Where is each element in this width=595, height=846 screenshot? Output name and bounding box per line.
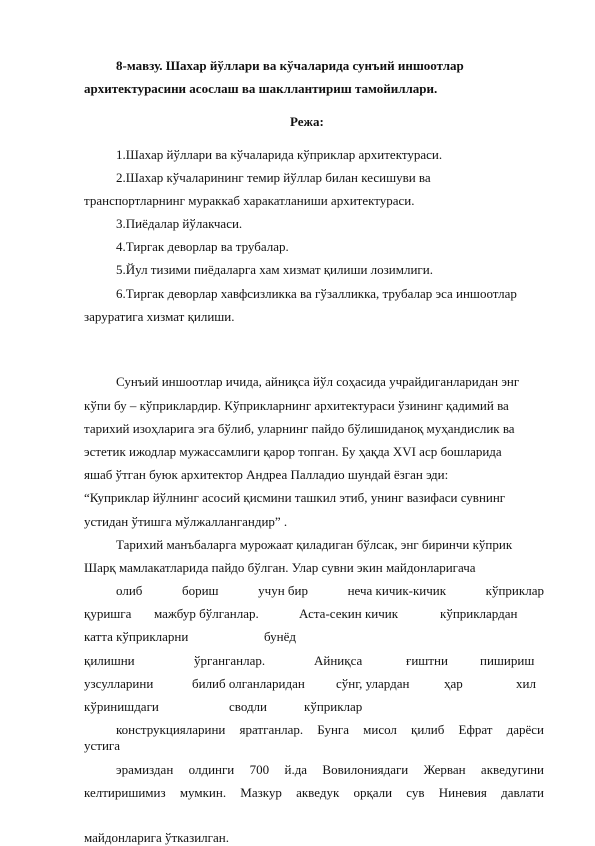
body-line: Тарихий манъбаларга мурожаат қиладиган бўлсак, энг биринчи кўприк	[116, 537, 513, 552]
body-line: яшаб ўтган буюк архитектор Андреа Палладио шундай ёзган эди:	[84, 467, 449, 482]
word: билиб олганларидан	[192, 676, 305, 691]
body-line: майдонларига ўтказилган.	[84, 830, 229, 845]
body-line: конструкцияларини яратганлар. Бунга мисол қилиб Ефрат дарёси	[116, 722, 544, 737]
body-line: тарихий изоҳларига эга бўлиб, уларнинг пайдо бўлишиданоқ муҳандислик ва	[84, 421, 515, 436]
word: кўприклар	[485, 583, 544, 598]
word: катта кўприкларни	[84, 629, 189, 644]
plan-item: транспортларнинг мураккаб харакатланиши архитектураси.	[84, 193, 415, 208]
word: кўприклар	[304, 699, 363, 714]
heading-line-1: 8-мавзу. Шахар йўллари ва кўчаларида сунъий иншоотлар	[116, 58, 464, 73]
body-line: устига	[84, 738, 121, 753]
body-line	[116, 583, 544, 599]
plan-title: Режа:	[290, 114, 324, 129]
body-line: Шарқ мамлакатларида пайдо бўлган. Улар сувни экин майдонларигача	[84, 560, 476, 575]
word: ўрганганлар.	[194, 653, 266, 668]
word: сўнг, улардан	[336, 676, 410, 691]
plan-item: 4.Тиргак деворлар ва трубалар.	[116, 239, 289, 254]
plan-item: 3.Пиёдалар йўлакчаси.	[116, 216, 243, 231]
body-line: Сунъий иншоотлар ичида, айниқса йўл соҳасида учрайдиганларидан энг	[116, 374, 520, 389]
body-line: эрамиздан олдинги 700 й.да Вовилониядаги Жерван акведугини	[116, 762, 544, 777]
plan-item: зарурати​га хизмат қилиши.	[84, 309, 235, 324]
word: кўринишдаги	[84, 699, 159, 714]
word: неча кичик-кичик	[347, 583, 447, 598]
body-line: кўпи бу – кўприклардир. Кўприкларнинг архитектураси ўзининг қадимий ва	[84, 398, 509, 413]
body-line: устидан ўтишга мўлжаллангандир” .	[84, 514, 288, 529]
heading-line-2: архитектурасини асослаш ва шакллантириш тамойиллари.	[84, 81, 438, 96]
word: кўприклардан	[440, 606, 518, 621]
word: мажбур бўлганлар.	[154, 606, 259, 621]
plan-item: 5.Йул тизими пиёдаларга хам хизмат қилиши лозимлиги.	[116, 262, 433, 277]
word: ғиштни	[406, 653, 448, 668]
plan-item: 2.Шахар кўчаларининг темир йўллар билан кесишуви ва	[116, 170, 431, 185]
word: хил	[516, 676, 536, 691]
word: қилишни	[84, 653, 135, 668]
body-line: эстетик ижодлар мужассамлиги қарор топган. Бу ҳақда XVI аср бошларида	[84, 444, 502, 459]
word: Айниқса	[314, 653, 363, 668]
body-line: “Куприклар йўлнинг асосий қисмини ташкил этиб, унинг вазифаси сувнинг	[84, 490, 506, 505]
word: Аста-секин кичик	[299, 606, 399, 621]
word: олиб	[116, 583, 143, 598]
word: пишириш	[480, 653, 535, 668]
plan-item: 1.Шахар йўллари ва кўчаларида кўприклар архитектураси.	[116, 147, 443, 162]
word: сводли	[229, 699, 268, 714]
plan-item: 6.Тиргак деворлар хавфсизликка ва гўзалликка, трубалар эса иншоотлар	[116, 286, 517, 301]
word: ҳар	[444, 676, 463, 691]
word: қуришга	[84, 606, 132, 621]
word: бориш	[181, 583, 219, 598]
word: учун бир	[258, 583, 308, 598]
word: бунёд	[264, 629, 296, 644]
word: узсулларини	[84, 676, 154, 691]
body-line: келтиришимиз мумкин. Мазкур акведук орқали сув Ниневия давлати	[84, 785, 544, 800]
